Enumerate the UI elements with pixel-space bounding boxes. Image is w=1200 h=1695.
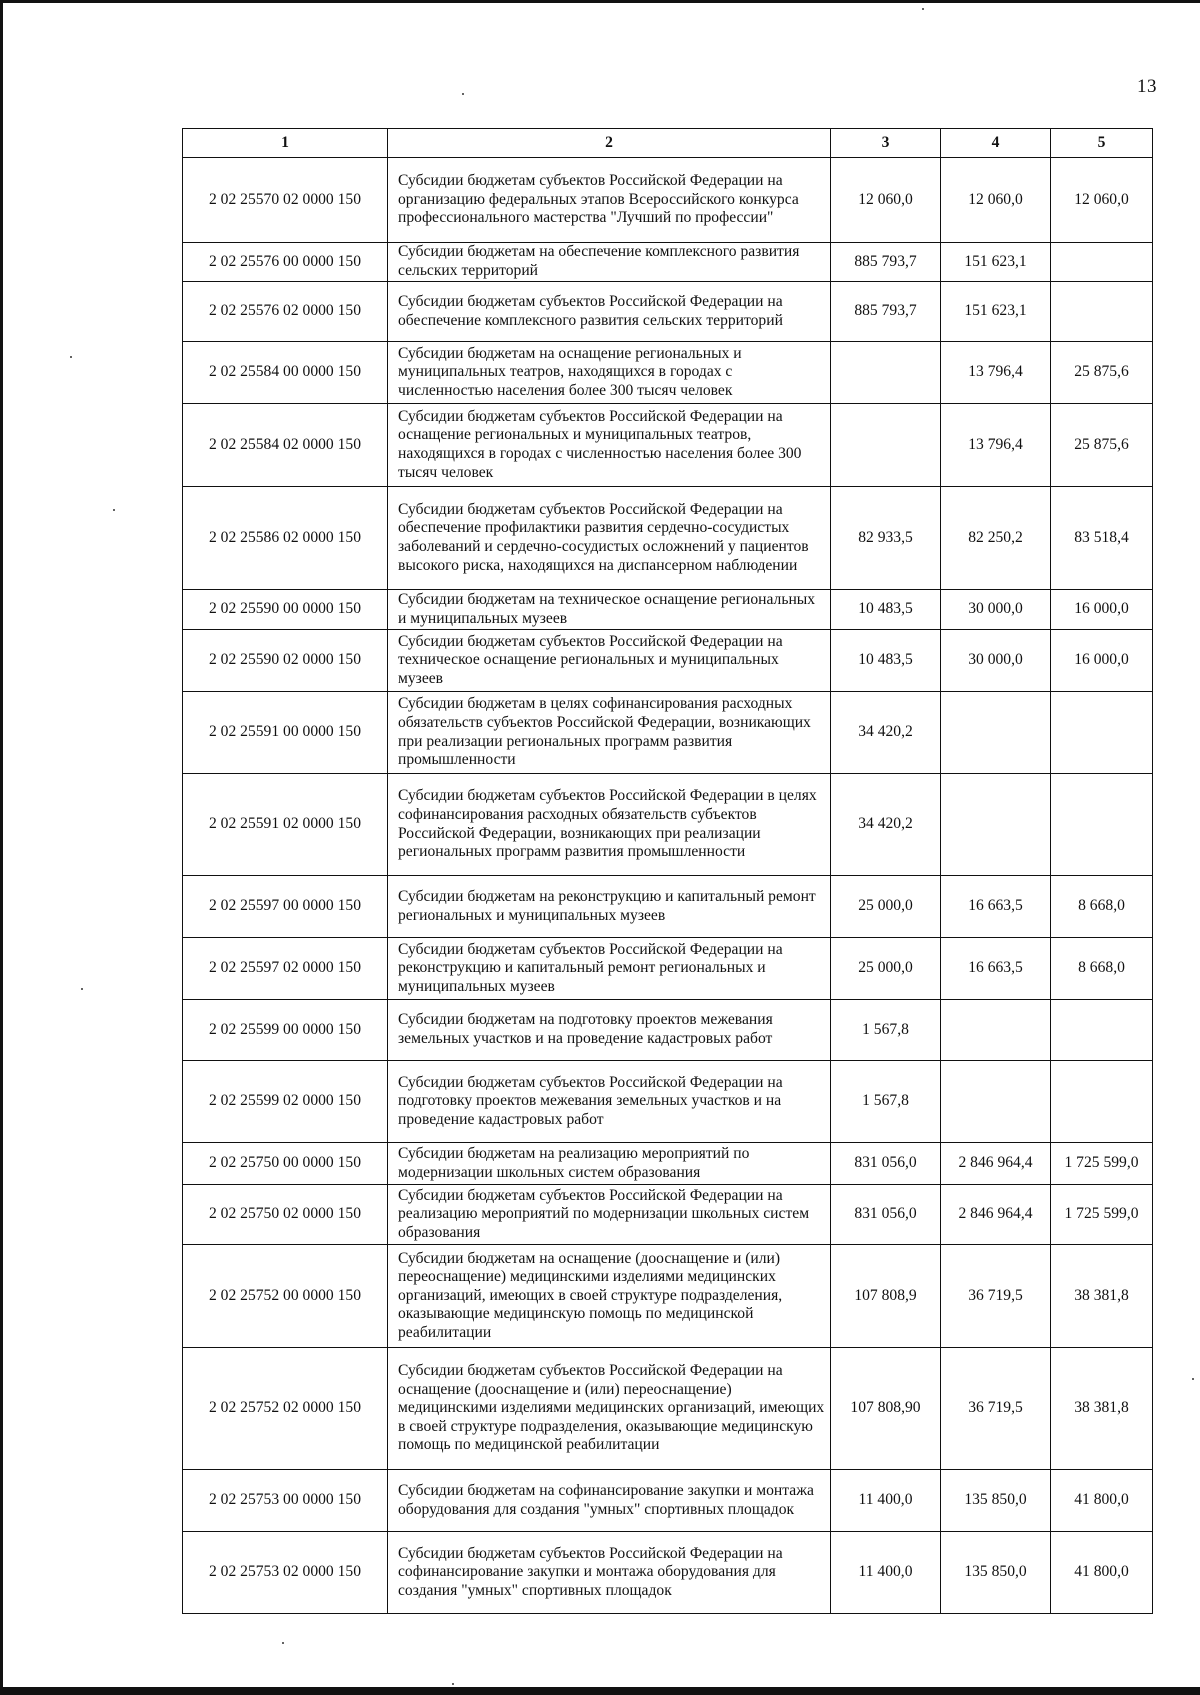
- budget-code-cell: 2 02 25591 00 0000 150: [183, 692, 388, 774]
- value-col4-cell: 16 663,5: [941, 876, 1051, 938]
- value-col4-cell: 30 000,0: [941, 630, 1051, 692]
- value-col4-cell: 151 623,1: [941, 282, 1051, 342]
- table-row: [183, 243, 1153, 282]
- budget-code-cell: 2 02 25752 02 0000 150: [183, 1348, 388, 1470]
- scan-border-top: [0, 0, 1200, 3]
- table-row: [183, 282, 1153, 342]
- budget-code-cell: 2 02 25753 02 0000 150: [183, 1532, 388, 1614]
- column-header: 3: [831, 129, 941, 158]
- description-cell: Субсидии бюджетам субъектов Российской Федерации на подготовку проектов межевания земельных участков и на проведение кадастровых работ: [388, 1061, 831, 1143]
- value-col4-cell: 151 623,1: [941, 243, 1051, 282]
- value-col5-cell: 16 000,0: [1051, 590, 1153, 630]
- value-col4-cell: 30 000,0: [941, 590, 1051, 630]
- value-col4-cell: 2 846 964,4: [941, 1143, 1051, 1185]
- value-col4-cell: 36 719,5: [941, 1348, 1051, 1470]
- value-col5-cell: 83 518,4: [1051, 487, 1153, 590]
- description-cell: Субсидии бюджетам субъектов Российской Федерации на оснащение (дооснащение и (или) переоснащение) медицинскими изделиями медицинских организаций, имеющих в своей структуре подразделения, оказывающие медицинскую помощь по медицинской реабилитации: [388, 1348, 831, 1470]
- value-col3-cell: 10 483,5: [831, 630, 941, 692]
- table-row: [183, 1348, 1153, 1470]
- budget-code-cell: 2 02 25750 00 0000 150: [183, 1143, 388, 1185]
- description-cell: Субсидии бюджетам на реализацию мероприятий по модернизации школьных систем образования: [388, 1143, 831, 1185]
- value-col3-cell: 885 793,7: [831, 282, 941, 342]
- table-row: [183, 1185, 1153, 1245]
- description-cell: Субсидии бюджетам на подготовку проектов межевания земельных участков и на проведение кадастровых работ: [388, 1000, 831, 1061]
- value-col5-cell: 25 875,6: [1051, 342, 1153, 404]
- value-col5-cell: 12 060,0: [1051, 158, 1153, 243]
- budget-code-cell: 2 02 25750 02 0000 150: [183, 1185, 388, 1245]
- table-row: [183, 1143, 1153, 1185]
- value-col4-cell: 82 250,2: [941, 487, 1051, 590]
- budget-code-cell: 2 02 25597 02 0000 150: [183, 938, 388, 1000]
- value-col3-cell: 25 000,0: [831, 876, 941, 938]
- value-col3-cell: 34 420,2: [831, 692, 941, 774]
- value-col5-cell: 16 000,0: [1051, 630, 1153, 692]
- table-row: [183, 630, 1153, 692]
- value-col3-cell: 34 420,2: [831, 774, 941, 876]
- scan-speck: [462, 93, 464, 95]
- value-col4-cell: [941, 692, 1051, 774]
- value-col4-cell: 36 719,5: [941, 1245, 1051, 1348]
- value-col4-cell: 2 846 964,4: [941, 1185, 1051, 1245]
- value-col3-cell: 82 933,5: [831, 487, 941, 590]
- description-cell: Субсидии бюджетам на техническое оснащение региональных и муниципальных музеев: [388, 590, 831, 630]
- value-col4-cell: 135 850,0: [941, 1532, 1051, 1614]
- table-row: [183, 938, 1153, 1000]
- description-cell: Субсидии бюджетам на обеспечение комплексного развития сельских территорий: [388, 243, 831, 282]
- table-row: [183, 692, 1153, 774]
- value-col3-cell: 831 056,0: [831, 1143, 941, 1185]
- value-col5-cell: 25 875,6: [1051, 404, 1153, 487]
- description-cell: Субсидии бюджетам субъектов Российской Федерации в целях софинансирования расходных обязательств субъектов Российской Федерации, возникающих при реализации региональных программ развития промышленности: [388, 774, 831, 876]
- table-row: [183, 590, 1153, 630]
- value-col3-cell: 11 400,0: [831, 1470, 941, 1532]
- description-cell: Субсидии бюджетам субъектов Российской Федерации на обеспечение профилактики развития сердечно-сосудистых заболеваний и сердечно-сосудистых осложнений у пациентов высокого риска, находящихся на диспансерном наблюдении: [388, 487, 831, 590]
- budget-code-cell: 2 02 25586 02 0000 150: [183, 487, 388, 590]
- table-row: [183, 1000, 1153, 1061]
- description-cell: Субсидии бюджетам на реконструкцию и капитальный ремонт региональных и муниципальных музеев: [388, 876, 831, 938]
- value-col3-cell: [831, 342, 941, 404]
- value-col3-cell: 11 400,0: [831, 1532, 941, 1614]
- budget-code-cell: 2 02 25590 00 0000 150: [183, 590, 388, 630]
- table-row: [183, 158, 1153, 243]
- value-col5-cell: [1051, 1061, 1153, 1143]
- value-col5-cell: [1051, 1000, 1153, 1061]
- description-cell: Субсидии бюджетам на оснащение региональных и муниципальных театров, находящихся в городах с численностью населения более 300 тысяч человек: [388, 342, 831, 404]
- budget-code-cell: 2 02 25752 00 0000 150: [183, 1245, 388, 1348]
- scan-border-left: [0, 0, 3, 1695]
- budget-code-cell: 2 02 25570 02 0000 150: [183, 158, 388, 243]
- budget-code-cell: 2 02 25576 00 0000 150: [183, 243, 388, 282]
- value-col4-cell: [941, 1000, 1051, 1061]
- value-col5-cell: 1 725 599,0: [1051, 1185, 1153, 1245]
- budget-code-cell: 2 02 25599 02 0000 150: [183, 1061, 388, 1143]
- budget-code-cell: 2 02 25584 00 0000 150: [183, 342, 388, 404]
- table-header-row: [183, 129, 1153, 158]
- scan-speck: [81, 988, 83, 990]
- scan-speck: [1192, 1378, 1194, 1380]
- value-col3-cell: 1 567,8: [831, 1000, 941, 1061]
- value-col4-cell: 13 796,4: [941, 342, 1051, 404]
- description-cell: Субсидии бюджетам на софинансирование закупки и монтажа оборудования для создания "умных" спортивных площадок: [388, 1470, 831, 1532]
- scan-speck: [282, 1642, 284, 1644]
- table-row: [183, 774, 1153, 876]
- value-col4-cell: 12 060,0: [941, 158, 1051, 243]
- column-header: 2: [388, 129, 831, 158]
- value-col5-cell: [1051, 692, 1153, 774]
- value-col5-cell: 1 725 599,0: [1051, 1143, 1153, 1185]
- budget-table: [182, 128, 1153, 1614]
- value-col5-cell: 8 668,0: [1051, 876, 1153, 938]
- value-col5-cell: 41 800,0: [1051, 1470, 1153, 1532]
- value-col3-cell: 25 000,0: [831, 938, 941, 1000]
- table-row: [183, 1245, 1153, 1348]
- table-row: [183, 487, 1153, 590]
- budget-code-cell: 2 02 25584 02 0000 150: [183, 404, 388, 487]
- value-col3-cell: 12 060,0: [831, 158, 941, 243]
- value-col4-cell: 13 796,4: [941, 404, 1051, 487]
- budget-code-cell: 2 02 25753 00 0000 150: [183, 1470, 388, 1532]
- page-number: 13: [1137, 76, 1157, 97]
- scan-speck: [113, 509, 115, 511]
- description-cell: Субсидии бюджетам субъектов Российской Федерации на обеспечение комплексного развития сельских территорий: [388, 282, 831, 342]
- scan-speck: [452, 1683, 454, 1685]
- description-cell: Субсидии бюджетам субъектов Российской Федерации на реализацию мероприятий по модернизации школьных систем образования: [388, 1185, 831, 1245]
- column-header: 4: [941, 129, 1051, 158]
- description-cell: Субсидии бюджетам в целях софинансирования расходных обязательств субъектов Российской Федерации, возникающих при реализации региональных программ развития промышленности: [388, 692, 831, 774]
- value-col3-cell: 831 056,0: [831, 1185, 941, 1245]
- table-row: [183, 1532, 1153, 1614]
- budget-code-cell: 2 02 25599 00 0000 150: [183, 1000, 388, 1061]
- value-col4-cell: [941, 1061, 1051, 1143]
- value-col3-cell: 1 567,8: [831, 1061, 941, 1143]
- table-row: [183, 1470, 1153, 1532]
- value-col5-cell: [1051, 243, 1153, 282]
- budget-code-cell: 2 02 25590 02 0000 150: [183, 630, 388, 692]
- column-header: 1: [183, 129, 388, 158]
- table-row: [183, 342, 1153, 404]
- description-cell: Субсидии бюджетам субъектов Российской Федерации на оснащение региональных и муниципальных театров, находящихся в городах с численностью населения более 300 тысяч человек: [388, 404, 831, 487]
- table-row: [183, 404, 1153, 487]
- value-col4-cell: 16 663,5: [941, 938, 1051, 1000]
- value-col5-cell: 8 668,0: [1051, 938, 1153, 1000]
- value-col3-cell: [831, 404, 941, 487]
- scan-speck: [70, 356, 72, 358]
- value-col4-cell: [941, 774, 1051, 876]
- value-col5-cell: [1051, 774, 1153, 876]
- description-cell: Субсидии бюджетам субъектов Российской Федерации на софинансирование закупки и монтажа оборудования для создания "умных" спортивных площадок: [388, 1532, 831, 1614]
- budget-code-cell: 2 02 25576 02 0000 150: [183, 282, 388, 342]
- column-header: 5: [1051, 129, 1153, 158]
- budget-code-cell: 2 02 25591 02 0000 150: [183, 774, 388, 876]
- value-col3-cell: 885 793,7: [831, 243, 941, 282]
- description-cell: Субсидии бюджетам субъектов Российской Федерации на организацию федеральных этапов Всероссийского конкурса профессионального мастерства "Лучший по профессии": [388, 158, 831, 243]
- value-col5-cell: 38 381,8: [1051, 1245, 1153, 1348]
- description-cell: Субсидии бюджетам на оснащение (дооснащение и (или) переоснащение) медицинскими изделиями медицинских организаций, имеющих в своей структуре подразделения, оказывающие медицинскую помощь по медицинской реабилитации: [388, 1245, 831, 1348]
- table-row: [183, 876, 1153, 938]
- scan-border-bottom: [0, 1687, 1200, 1695]
- table-row: [183, 1061, 1153, 1143]
- value-col4-cell: 135 850,0: [941, 1470, 1051, 1532]
- value-col3-cell: 107 808,90: [831, 1348, 941, 1470]
- budget-code-cell: 2 02 25597 00 0000 150: [183, 876, 388, 938]
- description-cell: Субсидии бюджетам субъектов Российской Федерации на техническое оснащение региональных и муниципальных музеев: [388, 630, 831, 692]
- value-col5-cell: 41 800,0: [1051, 1532, 1153, 1614]
- value-col3-cell: 10 483,5: [831, 590, 941, 630]
- value-col5-cell: [1051, 282, 1153, 342]
- value-col5-cell: 38 381,8: [1051, 1348, 1153, 1470]
- description-cell: Субсидии бюджетам субъектов Российской Федерации на реконструкцию и капитальный ремонт региональных и муниципальных музеев: [388, 938, 831, 1000]
- value-col3-cell: 107 808,9: [831, 1245, 941, 1348]
- scan-speck: [922, 8, 924, 10]
